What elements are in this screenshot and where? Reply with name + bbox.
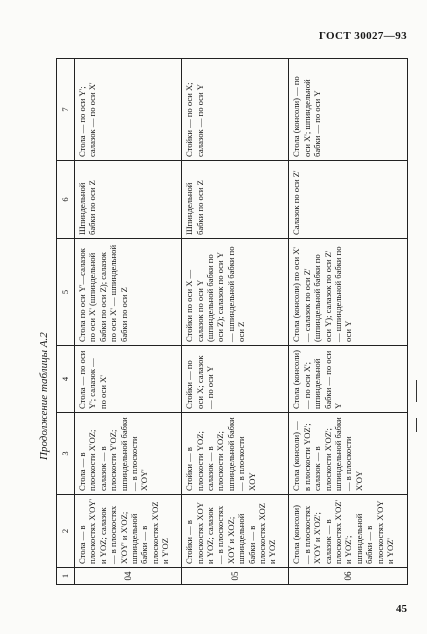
table-cell: Стойки по оси X — салазок по оси Y (шпиндельной бабки по оси Z); салазок по оси Y — шпиндельной бабки по оси Z [182, 239, 289, 346]
table-cell: Стойки — в плоскости YOZ; салазок — в плоскости XOZ; шпиндельной бабки — в плоскости XOY [182, 413, 289, 495]
column-header: 3 [57, 413, 75, 495]
table-cell: Стола — в плоскостях X'OY' и YOZ; салазок — в плоскостях X'OY' и X'OZ; шпиндельной бабки — в плоскостях X'OZ и Y'OZ [75, 495, 182, 568]
table-cell: Шпиндельной бабки по оси Z [182, 161, 289, 239]
table-cell: Стола (консоли) по оси X' — салазок по оси Z' (шпиндельной бабки по оси Y); салазок по оси Z' — шпиндельной бабки по оси Y [289, 239, 408, 346]
table-caption: Продолжение таблицы А.2 [38, 332, 50, 460]
column-header: 1 [57, 568, 75, 585]
page-number: 45 [396, 603, 407, 615]
table-cell: Стола по оси Y'—салазок по оси X' (шпиндельной бабки по оси Z); салазок по оси X' — шпиндельной бабки по оси Z [75, 239, 182, 346]
table-cell: Стола — по оси Y'; салазок — по оси X' [75, 59, 182, 161]
row-code: 06 [289, 568, 408, 585]
table-row [289, 59, 408, 585]
specification-table [56, 58, 408, 585]
column-header: 4 [57, 346, 75, 413]
margin-mark [416, 380, 417, 402]
table-cell: Шпиндельной бабки по оси Z [75, 161, 182, 239]
column-header: 7 [57, 59, 75, 161]
column-header: 5 [57, 239, 75, 346]
row-code: 04 [75, 568, 182, 585]
table-cell: Стола (консоли) — в плоскости YOZ'; салазок — в плоскости X'OZ'; шпиндельной бабки — в плоскости X'OY [289, 413, 408, 495]
column-number-row [57, 59, 75, 585]
table-cell: Стойки — в плоскостях XOY и YOZ; салазок — в плоскостях XOY и XOZ; шпиндельной бабки — в плоскостях XOZ и YOZ [182, 495, 289, 568]
table-cell: Стойки — по оси X; салазок — по оси Y [182, 346, 289, 413]
table-row [182, 59, 289, 585]
table-cell: Стола (консоли) — в плоскостях X'OY и X'OZ'; салазок — в плоскостях X'OZ' и YOZ'; шпиндельной бабки — в плоскостях X'OY и YOZ' [289, 495, 408, 568]
standard-header: ГОСТ 30027—93 [318, 30, 407, 42]
column-header: 6 [57, 161, 75, 239]
column-header: 2 [57, 495, 75, 568]
table-cell: Стола — по оси Y'; салазок — по оси X' [75, 346, 182, 413]
row-code: 05 [182, 568, 289, 585]
margin-mark [416, 418, 417, 432]
rotated-table-container [56, 59, 408, 585]
table-cell: Салазок по оси Z' [289, 161, 408, 239]
table-cell: Стола — в плоскости X'OZ; салазок — в плоскости Y'OZ; шпиндельной бабки — в плоскости X'OY' [75, 413, 182, 495]
table-cell: Стола (консоли) — по оси X'; шпиндельной бабки — по оси Y [289, 59, 408, 161]
table-row [75, 59, 182, 585]
table-cell: Стола (консоли) — по оси X'; шпиндельной бабки — по оси Y [289, 346, 408, 413]
table-cell: Стойки — по оси X; салазок — по оси Y [182, 59, 289, 161]
